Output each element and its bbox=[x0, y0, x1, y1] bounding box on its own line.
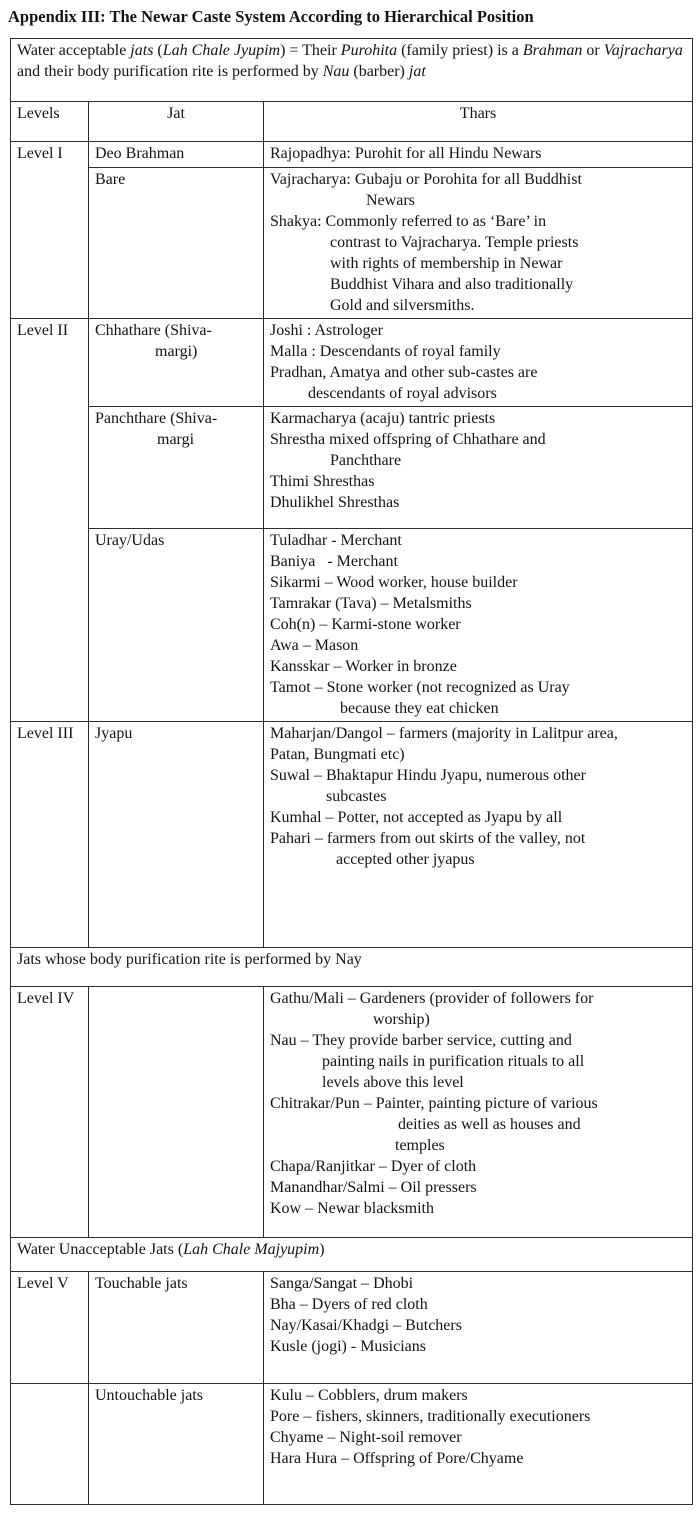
text-line: Bare bbox=[95, 171, 126, 188]
text-line: because they eat chicken bbox=[340, 700, 499, 717]
text-line: Shakya: Commonly referred to as ‘Bare’ in bbox=[270, 213, 547, 230]
thars-cell bbox=[264, 1272, 693, 1384]
italic-text: Lah Chale Jyupim bbox=[162, 42, 281, 59]
text-line: Pahari – farmers from out skirts of the valley, not bbox=[270, 830, 586, 847]
text-line: Tamot – Stone worker (not recognized as Uray bbox=[270, 679, 570, 696]
level-3-jyapu-row bbox=[11, 722, 693, 948]
text-line: Maharjan/Dangol – farmers (majority in Lalitpur area, bbox=[270, 725, 618, 742]
level-2-uray-udas-row bbox=[11, 529, 693, 722]
thars-cell bbox=[264, 1384, 693, 1505]
level-cell: Level IV bbox=[11, 987, 89, 1238]
plain-text: (barber) bbox=[349, 63, 409, 80]
caste-table-body bbox=[11, 39, 693, 1505]
text-line: Touchable jats bbox=[95, 1275, 188, 1292]
italic-text: Purohita bbox=[340, 42, 398, 59]
text-line: margi) bbox=[155, 343, 198, 360]
text-line: worship) bbox=[373, 1011, 430, 1028]
thars-cell bbox=[264, 319, 693, 407]
text-line: Dhulikhel Shresthas bbox=[270, 494, 400, 511]
jat-cell bbox=[89, 407, 264, 529]
level-1-bare-row bbox=[11, 168, 693, 319]
hdr-jat-cell: Jat bbox=[89, 102, 264, 142]
level-cell: Level II bbox=[11, 319, 89, 722]
text-line: Jyapu bbox=[95, 725, 133, 742]
nay-section-row bbox=[11, 948, 693, 987]
text-line: Awa – Mason bbox=[270, 637, 359, 654]
text-line: Newars bbox=[366, 192, 415, 209]
level-4-row bbox=[11, 987, 693, 1238]
text-line: Patan, Bungmati etc) bbox=[270, 746, 405, 763]
text-line: Sanga/Sangat – Dhobi bbox=[270, 1275, 414, 1292]
text-line: Hara Hura – Offspring of Pore/Chyame bbox=[270, 1450, 524, 1467]
text-line: Gold and silversmiths. bbox=[330, 297, 475, 314]
plain-text: Jats whose body purification rite is performed by Nay bbox=[17, 951, 362, 968]
text-line: descendants of royal advisors bbox=[308, 385, 497, 402]
text-line: with rights of membership in Newar bbox=[330, 255, 563, 272]
text-line: Manandhar/Salmi – Oil pressers bbox=[270, 1179, 477, 1196]
text-line: Chyame – Night-soil remover bbox=[270, 1429, 462, 1446]
text-line: painting nails in purification rituals to all bbox=[322, 1053, 585, 1070]
text-line: Karmacharya (acaju) tantric priests bbox=[270, 410, 496, 427]
caste-table bbox=[10, 38, 693, 1505]
text-line: contrast to Vajracharya. Temple priests bbox=[330, 234, 579, 251]
text-line: Kumhal – Potter, not accepted as Jyapu by all bbox=[270, 809, 563, 826]
text-line: Deo Brahman bbox=[95, 145, 185, 162]
italic-text: Vajracharya bbox=[603, 42, 683, 59]
text-line: Thimi Shresthas bbox=[270, 473, 375, 490]
plain-text: and their body purification rite is performed by bbox=[17, 63, 323, 80]
thars-cell bbox=[264, 142, 693, 168]
level-cell: Level I bbox=[11, 142, 89, 319]
text-line: subcastes bbox=[326, 788, 387, 805]
hdr-level-cell: Levels bbox=[11, 102, 89, 142]
text-line: Rajopadhya: Purohit for all Hindu Newars bbox=[270, 145, 542, 162]
plain-text: or bbox=[582, 42, 604, 59]
jat-cell bbox=[89, 1384, 264, 1505]
text-line: Kansskar – Worker in bronze bbox=[270, 658, 457, 675]
span-cell bbox=[11, 39, 693, 102]
text-line: levels above this level bbox=[322, 1074, 464, 1091]
thars-cell bbox=[264, 407, 693, 529]
text-line: Tamrakar (Tava) – Metalsmiths bbox=[270, 595, 472, 612]
text-line: Tuladhar - Merchant bbox=[270, 532, 402, 549]
text-line: Gathu/Mali – Gardeners (provider of followers for bbox=[270, 990, 594, 1007]
text-line: Nau – They provide barber service, cutting and bbox=[270, 1032, 572, 1049]
level-2-chhathare-row bbox=[11, 319, 693, 407]
thars-cell bbox=[264, 987, 693, 1238]
text-line: Malla : Descendants of royal family bbox=[270, 343, 501, 360]
thars-cell bbox=[264, 168, 693, 319]
jat-cell bbox=[89, 168, 264, 319]
text-line: Uray/Udas bbox=[95, 532, 165, 549]
span-cell bbox=[11, 948, 693, 987]
plain-text: Water acceptable bbox=[17, 42, 131, 59]
text-line: Kow – Newar blacksmith bbox=[270, 1200, 434, 1217]
italic-text: Lah Chale Majyupim bbox=[183, 1241, 320, 1258]
level-5-touchable-row bbox=[11, 1272, 693, 1384]
level-cell: Level V bbox=[11, 1272, 89, 1384]
text-line: Shrestha mixed offspring of Chhathare and bbox=[270, 431, 546, 448]
text-line: Joshi : Astrologer bbox=[270, 322, 383, 339]
intro-row bbox=[11, 39, 693, 102]
span-cell bbox=[11, 1238, 693, 1272]
jat-cell bbox=[89, 987, 264, 1238]
text-line: deities as well as houses and bbox=[398, 1116, 581, 1133]
jat-cell bbox=[89, 529, 264, 722]
plain-text: Water Unacceptable Jats ( bbox=[17, 1241, 184, 1258]
jat-cell bbox=[89, 722, 264, 948]
thars-cell bbox=[264, 529, 693, 722]
italic-text: jats bbox=[130, 42, 154, 59]
jat-cell bbox=[89, 142, 264, 168]
level-cell: Level III bbox=[11, 722, 89, 948]
text-line: Panchthare bbox=[330, 452, 402, 469]
text-line: Chapa/Ranjitkar – Dyer of cloth bbox=[270, 1158, 477, 1175]
text-line: Kulu – Cobblers, drum makers bbox=[270, 1387, 468, 1404]
text-line: Coh(n) – Karmi-stone worker bbox=[270, 616, 461, 633]
hdr-thars-cell: Thars bbox=[264, 102, 693, 142]
text-line: margi bbox=[157, 431, 195, 448]
text-line: Kusle (jogi) - Musicians bbox=[270, 1338, 426, 1355]
level-1-deo-brahman-row bbox=[11, 142, 693, 168]
plain-text: ) = Their bbox=[280, 42, 341, 59]
level-2-panchthare-row bbox=[11, 407, 693, 529]
text-line: accepted other jyapus bbox=[336, 851, 475, 868]
text-line: Pradhan, Amatya and other sub-castes are bbox=[270, 364, 538, 381]
italic-text: Nau bbox=[322, 63, 350, 80]
text-line: temples bbox=[395, 1137, 445, 1154]
level-5-untouchable-row bbox=[11, 1384, 693, 1505]
text-line: Vajracharya: Gubaju or Porohita for all Buddhist bbox=[270, 171, 582, 188]
italic-text: Brahman bbox=[522, 42, 583, 59]
plain-text: (family priest) is a bbox=[397, 42, 523, 59]
text-line: Untouchable jats bbox=[95, 1387, 203, 1404]
text-line: Buddhist Vihara and also traditionally bbox=[330, 276, 574, 293]
text-line: Suwal – Bhaktapur Hindu Jyapu, numerous other bbox=[270, 767, 586, 784]
text-line: Panchthare (Shiva- bbox=[95, 410, 218, 427]
text-line: Bha – Dyers of red cloth bbox=[270, 1296, 428, 1313]
text-line: Sikarmi – Wood worker, house builder bbox=[270, 574, 518, 591]
thars-cell bbox=[264, 722, 693, 948]
page-title: Appendix III: The Newar Caste System According to Hierarchical Position bbox=[8, 7, 534, 26]
jat-cell bbox=[89, 1272, 264, 1384]
water-unacceptable-section-row bbox=[11, 1238, 693, 1272]
jat-cell bbox=[89, 319, 264, 407]
text-line: Chhathare (Shiva- bbox=[95, 322, 212, 339]
text-line: Pore – fishers, skinners, traditionally executioners bbox=[270, 1408, 591, 1425]
plain-text: ( bbox=[153, 42, 163, 59]
header-row bbox=[11, 102, 693, 142]
text-line: Chitrakar/Pun – Painter, painting picture of various bbox=[270, 1095, 598, 1112]
italic-text: jat bbox=[408, 63, 426, 80]
level-cell bbox=[11, 1384, 89, 1505]
text-line: Nay/Kasai/Khadgi – Butchers bbox=[270, 1317, 462, 1334]
text-line: Baniya - Merchant bbox=[270, 553, 398, 570]
plain-text: ) bbox=[319, 1241, 325, 1258]
